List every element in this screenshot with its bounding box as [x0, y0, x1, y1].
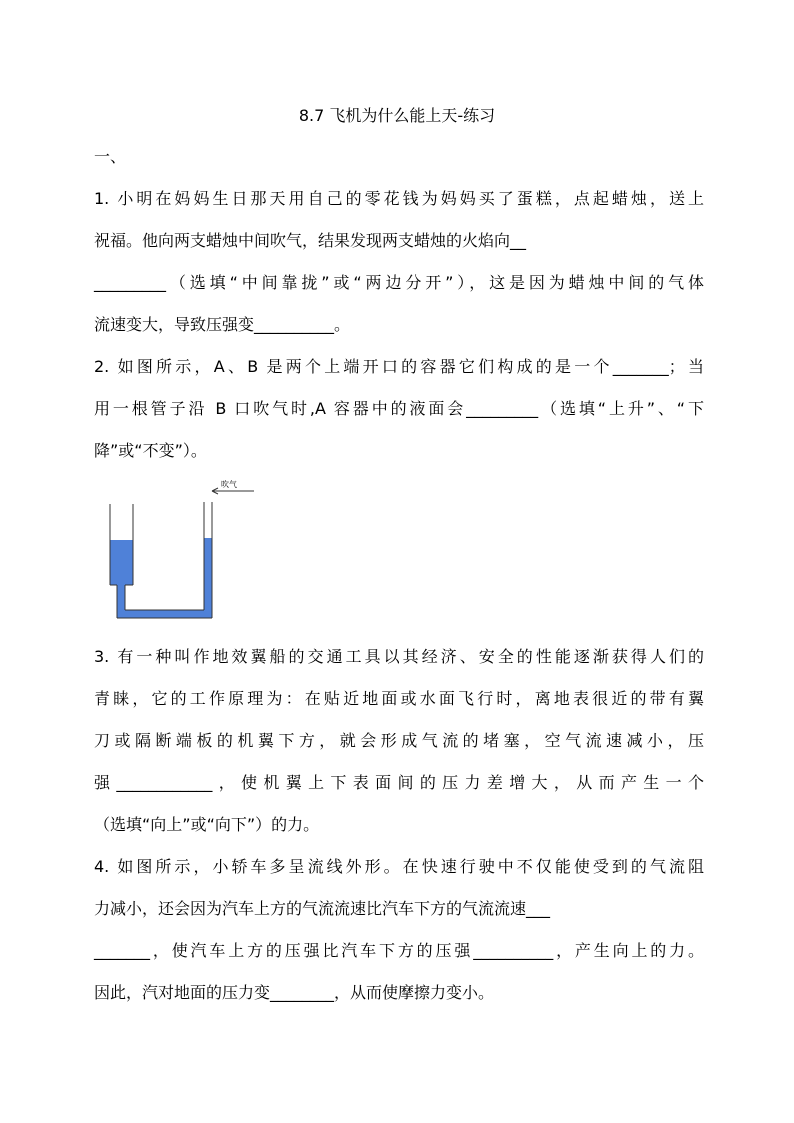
- q1-line-1: 1. 小明在妈妈生日那天用自己的零花钱为妈妈买了蛋糕，点起蜡烛，送上: [94, 189, 704, 208]
- q4-line-4: 因此，汽对地面的压力变________，从而使摩擦力变小。: [94, 983, 495, 1002]
- q3-line-4: 强____________，使机翼上下表面间的压力差增大，从而产生一个: [94, 773, 704, 792]
- q4-line-3: _______，使汽车上方的压强比汽车下方的压强__________，产生向上的力。: [94, 941, 704, 960]
- connected-vessels-diagram: [94, 476, 264, 626]
- q3-line-2: 青睐，它的工作原理为：在贴近地面或水面飞行时，离地表很近的带有翼: [94, 689, 704, 708]
- page-title: 8.7 飞机为什么能上天-练习: [298, 106, 496, 125]
- q3-line-1: 3. 有一种叫作地效翼船的交通工具以其经济、安全的性能逐渐获得人们的: [94, 647, 704, 666]
- q1-line-2: 祝福。他向两支蜡烛中间吹气，结果发现两支蜡烛的火焰向__: [94, 231, 527, 250]
- section-label: 一、: [94, 147, 127, 166]
- q4-line-2: 力减小，还会因为汽车上方的气流流速比汽车下方的气流流速___: [94, 899, 551, 918]
- connected-vessels-figure: [94, 476, 264, 626]
- q1-line-4: 流速变大，导致压强变__________。: [94, 315, 351, 334]
- q2-line-3: 降”或“不变”）。: [94, 441, 207, 460]
- blow-label: 吹气: [221, 480, 237, 489]
- q1-line-3: _________（选填“中间靠拢”或“两边分开”），这是因为蜡烛中间的气体: [94, 273, 704, 292]
- q3-line-3: 刀或隔断端板的机翼下方，就会形成气流的堵塞，空气流速减小，压: [94, 731, 704, 750]
- q3-line-5: （选填“向上”或“向下”）的力。: [94, 815, 320, 834]
- q4-line-1: 4. 如图所示，小轿车多呈流线外形。在快速行驶中不仅能使受到的气流阻: [94, 857, 704, 876]
- q2-line-1: 2. 如图所示，A、B 是两个上端开口的容器它们构成的是一个_______；当: [94, 357, 704, 376]
- q2-line-2: 用一根管子沿 B 口吹气时,A 容器中的液面会_________（选填“上升”、“下: [94, 399, 704, 418]
